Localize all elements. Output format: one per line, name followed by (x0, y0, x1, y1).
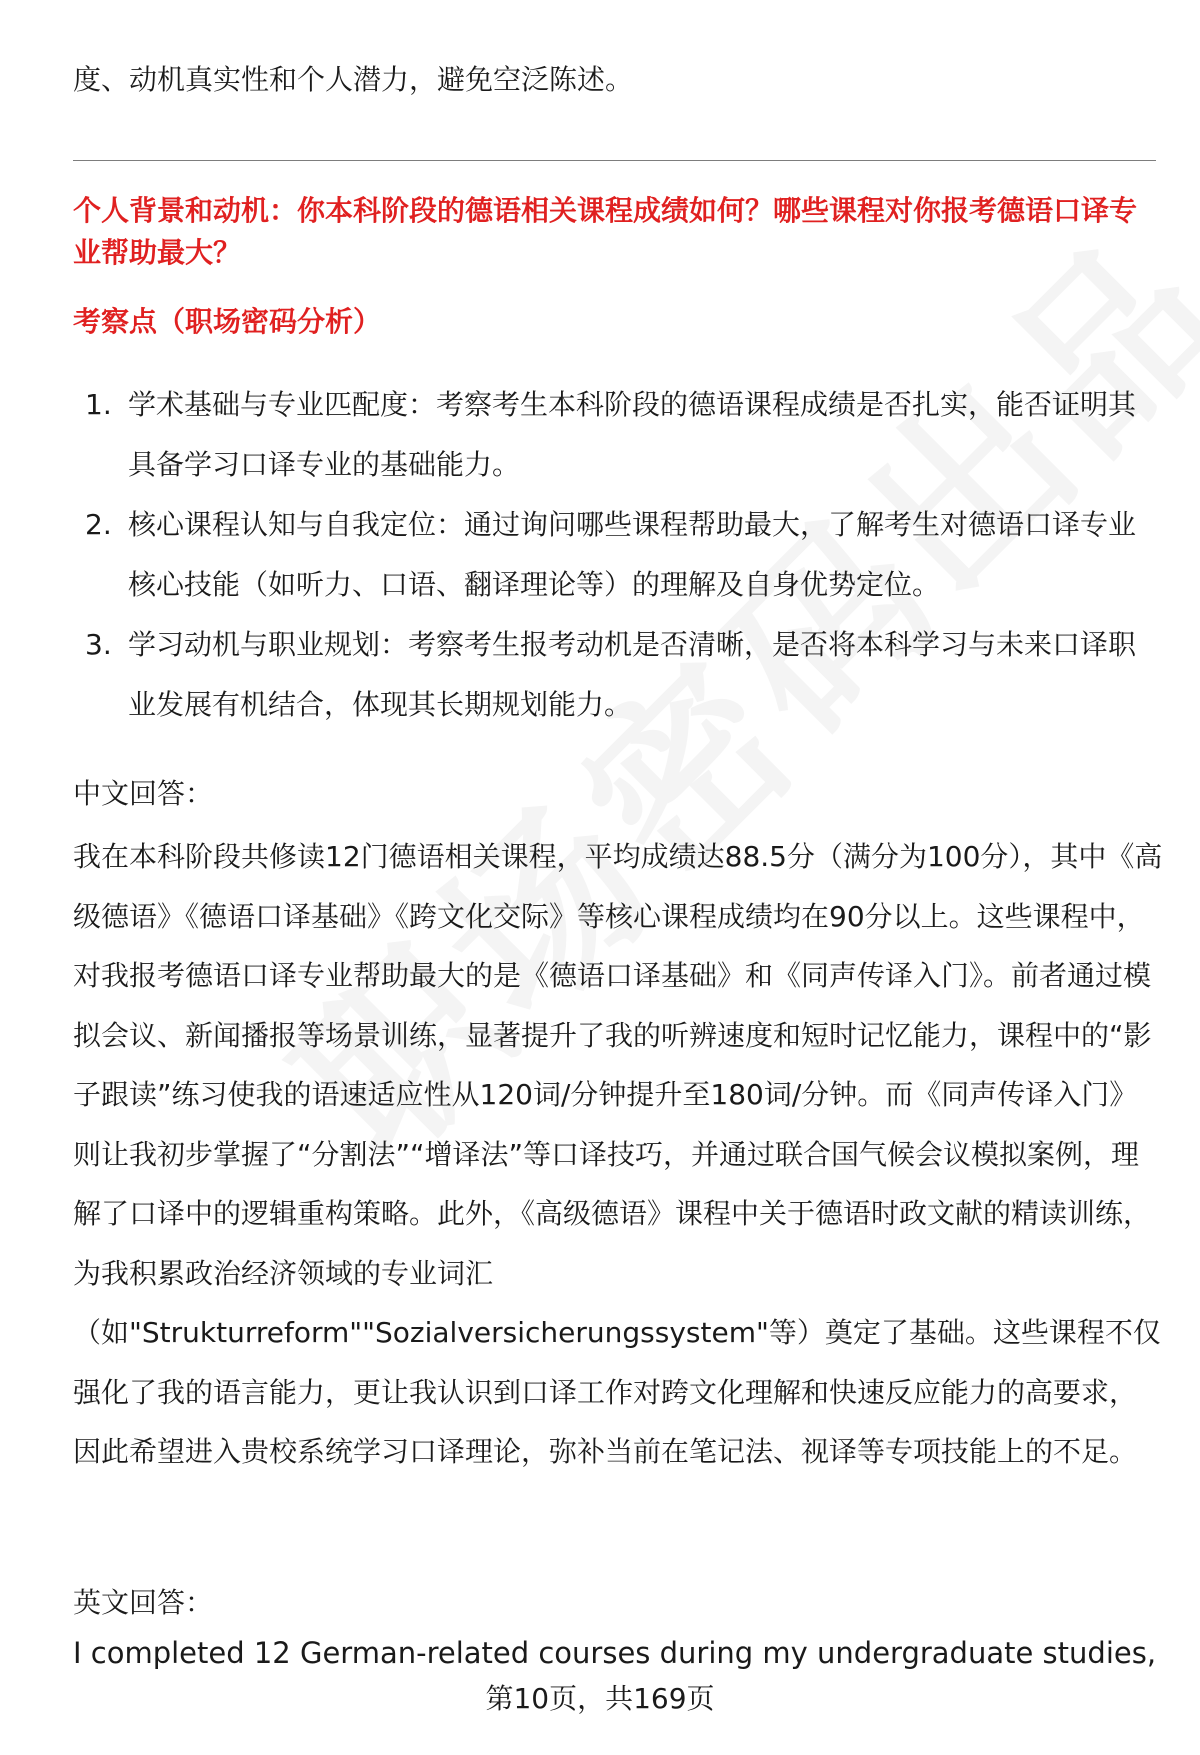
divider (73, 160, 1156, 161)
list-item (73, 375, 1158, 495)
english-answer-text: I completed 12 German-related courses during my undergraduate studies, (73, 1636, 1157, 1670)
english-answer-label: 英文回答： (73, 1586, 214, 1619)
chinese-answer-label: 中文回答： (73, 777, 214, 810)
question-heading: 个人背景和动机：你本科阶段的德语相关课程成绩如何？哪些课程对你报考德语口译专业帮助最大？ (73, 194, 1138, 269)
list-text: 核心课程认知与自我定位：通过询问哪些课程帮助最大，了解考生对德语口译专业核心技能（如听力、口语、翻译理论等）的理解及自身优势定位。 (128, 508, 1137, 601)
list-number: 3. (85, 628, 112, 661)
chinese-answer-text: 我在本科阶段共修读12门德语相关课程，平均成绩达88.5分（满分为100分），其中《高级德语》《德语口译基础》《跨文化交际》等核心课程成绩均在90分以上。这些课程中，对我报考德语口译专业帮助最大的是《德语口译基础》和《同声传译入门》。前者通过模拟会议、新闻播报等场景训练，显著提升了我的听辨速度和短时记忆能力，课程中的“影子跟读”练习使我的语速适应性从120词/分钟提升至180词/分钟。而《同声传译入门》则让我初步掌握了“分割法”“增译法”等口译技巧，并通过联合国气候会议模拟案例，理解了口译中的逻辑重构策略。此外，《高级德语》课程中关于德语时政文献的精读训练，为我积累政治经济领域的专业词汇（如"Strukturreform""Sozialversicherungssystem"等）奠定了基础。这些课程不仅强化了我的语言能力，更让我认识到口译工作对跨文化理解和快速反应能力的高要求，因此希望进入贵校系统学习口译理论，弥补当前在笔记法、视译等专项技能上的不足。 (73, 840, 1163, 1468)
list-item (73, 615, 1158, 735)
list-text: 学习动机与职业规划：考察考生报考动机是否清晰，是否将本科学习与未来口译职业发展有机结合，体现其长期规划能力。 (128, 628, 1137, 721)
page-footer: 第10页，共169页 (485, 1682, 715, 1715)
evaluation-points-list (73, 375, 1158, 735)
list-text: 学术基础与专业匹配度：考察考生本科阶段的德语课程成绩是否扎实，能否证明其具备学习口译专业的基础能力。 (128, 388, 1137, 481)
points-heading: 考察点（职场密码分析） (73, 305, 382, 338)
list-number: 1. (85, 388, 112, 421)
list-item (73, 495, 1158, 615)
list-number: 2. (85, 508, 112, 541)
intro-fragment: 度、动机真实性和个人潜力，避免空泛陈述。 (73, 63, 634, 96)
